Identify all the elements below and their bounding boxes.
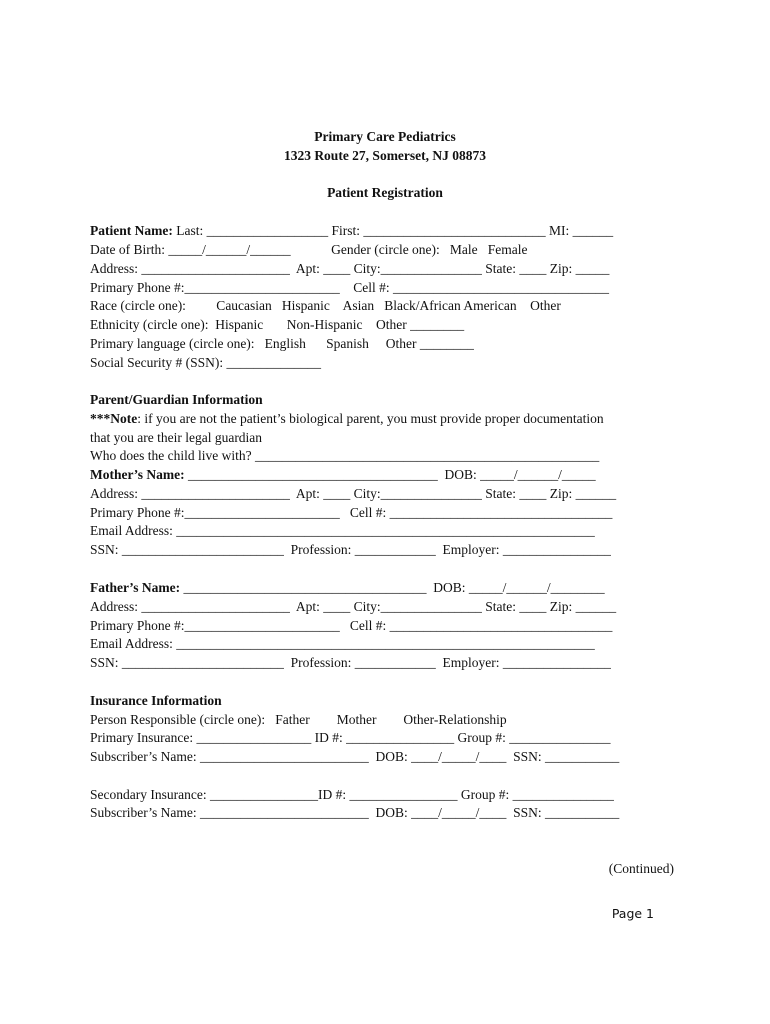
note-prefix: ***Note — [90, 411, 138, 426]
mother-email-line[interactable]: Email Address: ______________________________________________________________ — [90, 523, 595, 538]
language-line[interactable]: Primary language (circle one): English Spanish Other ________ — [90, 336, 474, 351]
guardian-note — [90, 410, 690, 429]
father-name-label: Father’s Name: — [90, 580, 181, 595]
practice-address: 1323 Route 27, Somerset, NJ 08873 — [283, 148, 487, 163]
mother-address-line[interactable]: Address: ______________________ Apt: ____ City:_______________ State: ____ Zip: ______ — [90, 486, 617, 501]
patient-name-label: Patient Name: — [90, 223, 173, 238]
dob-gender-line[interactable]: Date of Birth: _____/______/______ Gender (circle one): Male Female — [90, 242, 528, 257]
mother-name-fields[interactable]: _____________________________________ DOB: _____/______/_____ — [184, 467, 596, 482]
race-line[interactable]: Race (circle one): Caucasian Hispanic Asian Black/African American Other — [90, 298, 561, 313]
page-number: Page 1 — [611, 906, 654, 921]
patient-ssn-line[interactable]: Social Security # (SSN): ______________ — [90, 355, 321, 370]
mother-name-line — [90, 466, 690, 485]
note-text: : if you are not the patient’s biological parent, you must provide proper documentation — [137, 411, 604, 426]
form-title: Patient Registration — [327, 185, 443, 200]
guardian-note-continued: that you are their legal guardian — [90, 430, 263, 445]
primary-insurance-line[interactable]: Primary Insurance: _________________ ID #: ________________ Group #: _______________ — [90, 730, 611, 745]
mother-ssn-line[interactable]: SSN: ________________________ Profession: ____________ Employer: ________________ — [90, 542, 611, 557]
father-email-line[interactable]: Email Address: ______________________________________________________________ — [90, 636, 595, 651]
father-address-line[interactable]: Address: ______________________ Apt: ____ City:_______________ State: ____ Zip: ______ — [90, 599, 617, 614]
lives-with-line[interactable]: Who does the child live with? ___________________________________________________ — [90, 448, 600, 463]
secondary-subscriber-line[interactable]: Subscriber’s Name: _________________________ DOB: ____/_____/____ SSN: ___________ — [90, 805, 620, 820]
primary-subscriber-line[interactable]: Subscriber’s Name: _________________________ DOB: ____/_____/____ SSN: ___________ — [90, 749, 620, 764]
father-name-fields[interactable]: ____________________________________ DOB: _____/______/________ — [180, 580, 605, 595]
father-name-line — [90, 579, 690, 598]
guardian-heading: Parent/Guardian Information — [90, 392, 263, 407]
father-ssn-line[interactable]: SSN: ________________________ Profession: ____________ Employer: ________________ — [90, 655, 611, 670]
father-phone-line[interactable]: Primary Phone #:_______________________ Cell #: _________________________________ — [90, 618, 613, 633]
mother-name-label: Mother’s Name: — [90, 467, 185, 482]
patient-phone-line[interactable]: Primary Phone #:_______________________ Cell #: ________________________________ — [90, 280, 609, 295]
patient-name-fields[interactable]: Last: __________________ First: ___________________________ MI: ______ — [172, 223, 614, 238]
mother-phone-line[interactable]: Primary Phone #:_______________________ Cell #: _________________________________ — [90, 505, 613, 520]
continued-label: (Continued) — [608, 861, 674, 876]
ethnicity-line[interactable]: Ethnicity (circle one): Hispanic Non-Hispanic Other ________ — [90, 317, 465, 332]
insurance-heading: Insurance Information — [90, 693, 222, 708]
person-responsible-line[interactable]: Person Responsible (circle one): Father Mother Other-Relationship — [90, 712, 507, 727]
patient-name-line — [90, 222, 690, 241]
patient-address-line[interactable]: Address: ______________________ Apt: ____ City:_______________ State: ____ Zip: _____ — [90, 261, 610, 276]
practice-name: Primary Care Pediatrics — [314, 129, 456, 144]
secondary-insurance-line[interactable]: Secondary Insurance: ________________ID #: ________________ Group #: _______________ — [90, 787, 614, 802]
